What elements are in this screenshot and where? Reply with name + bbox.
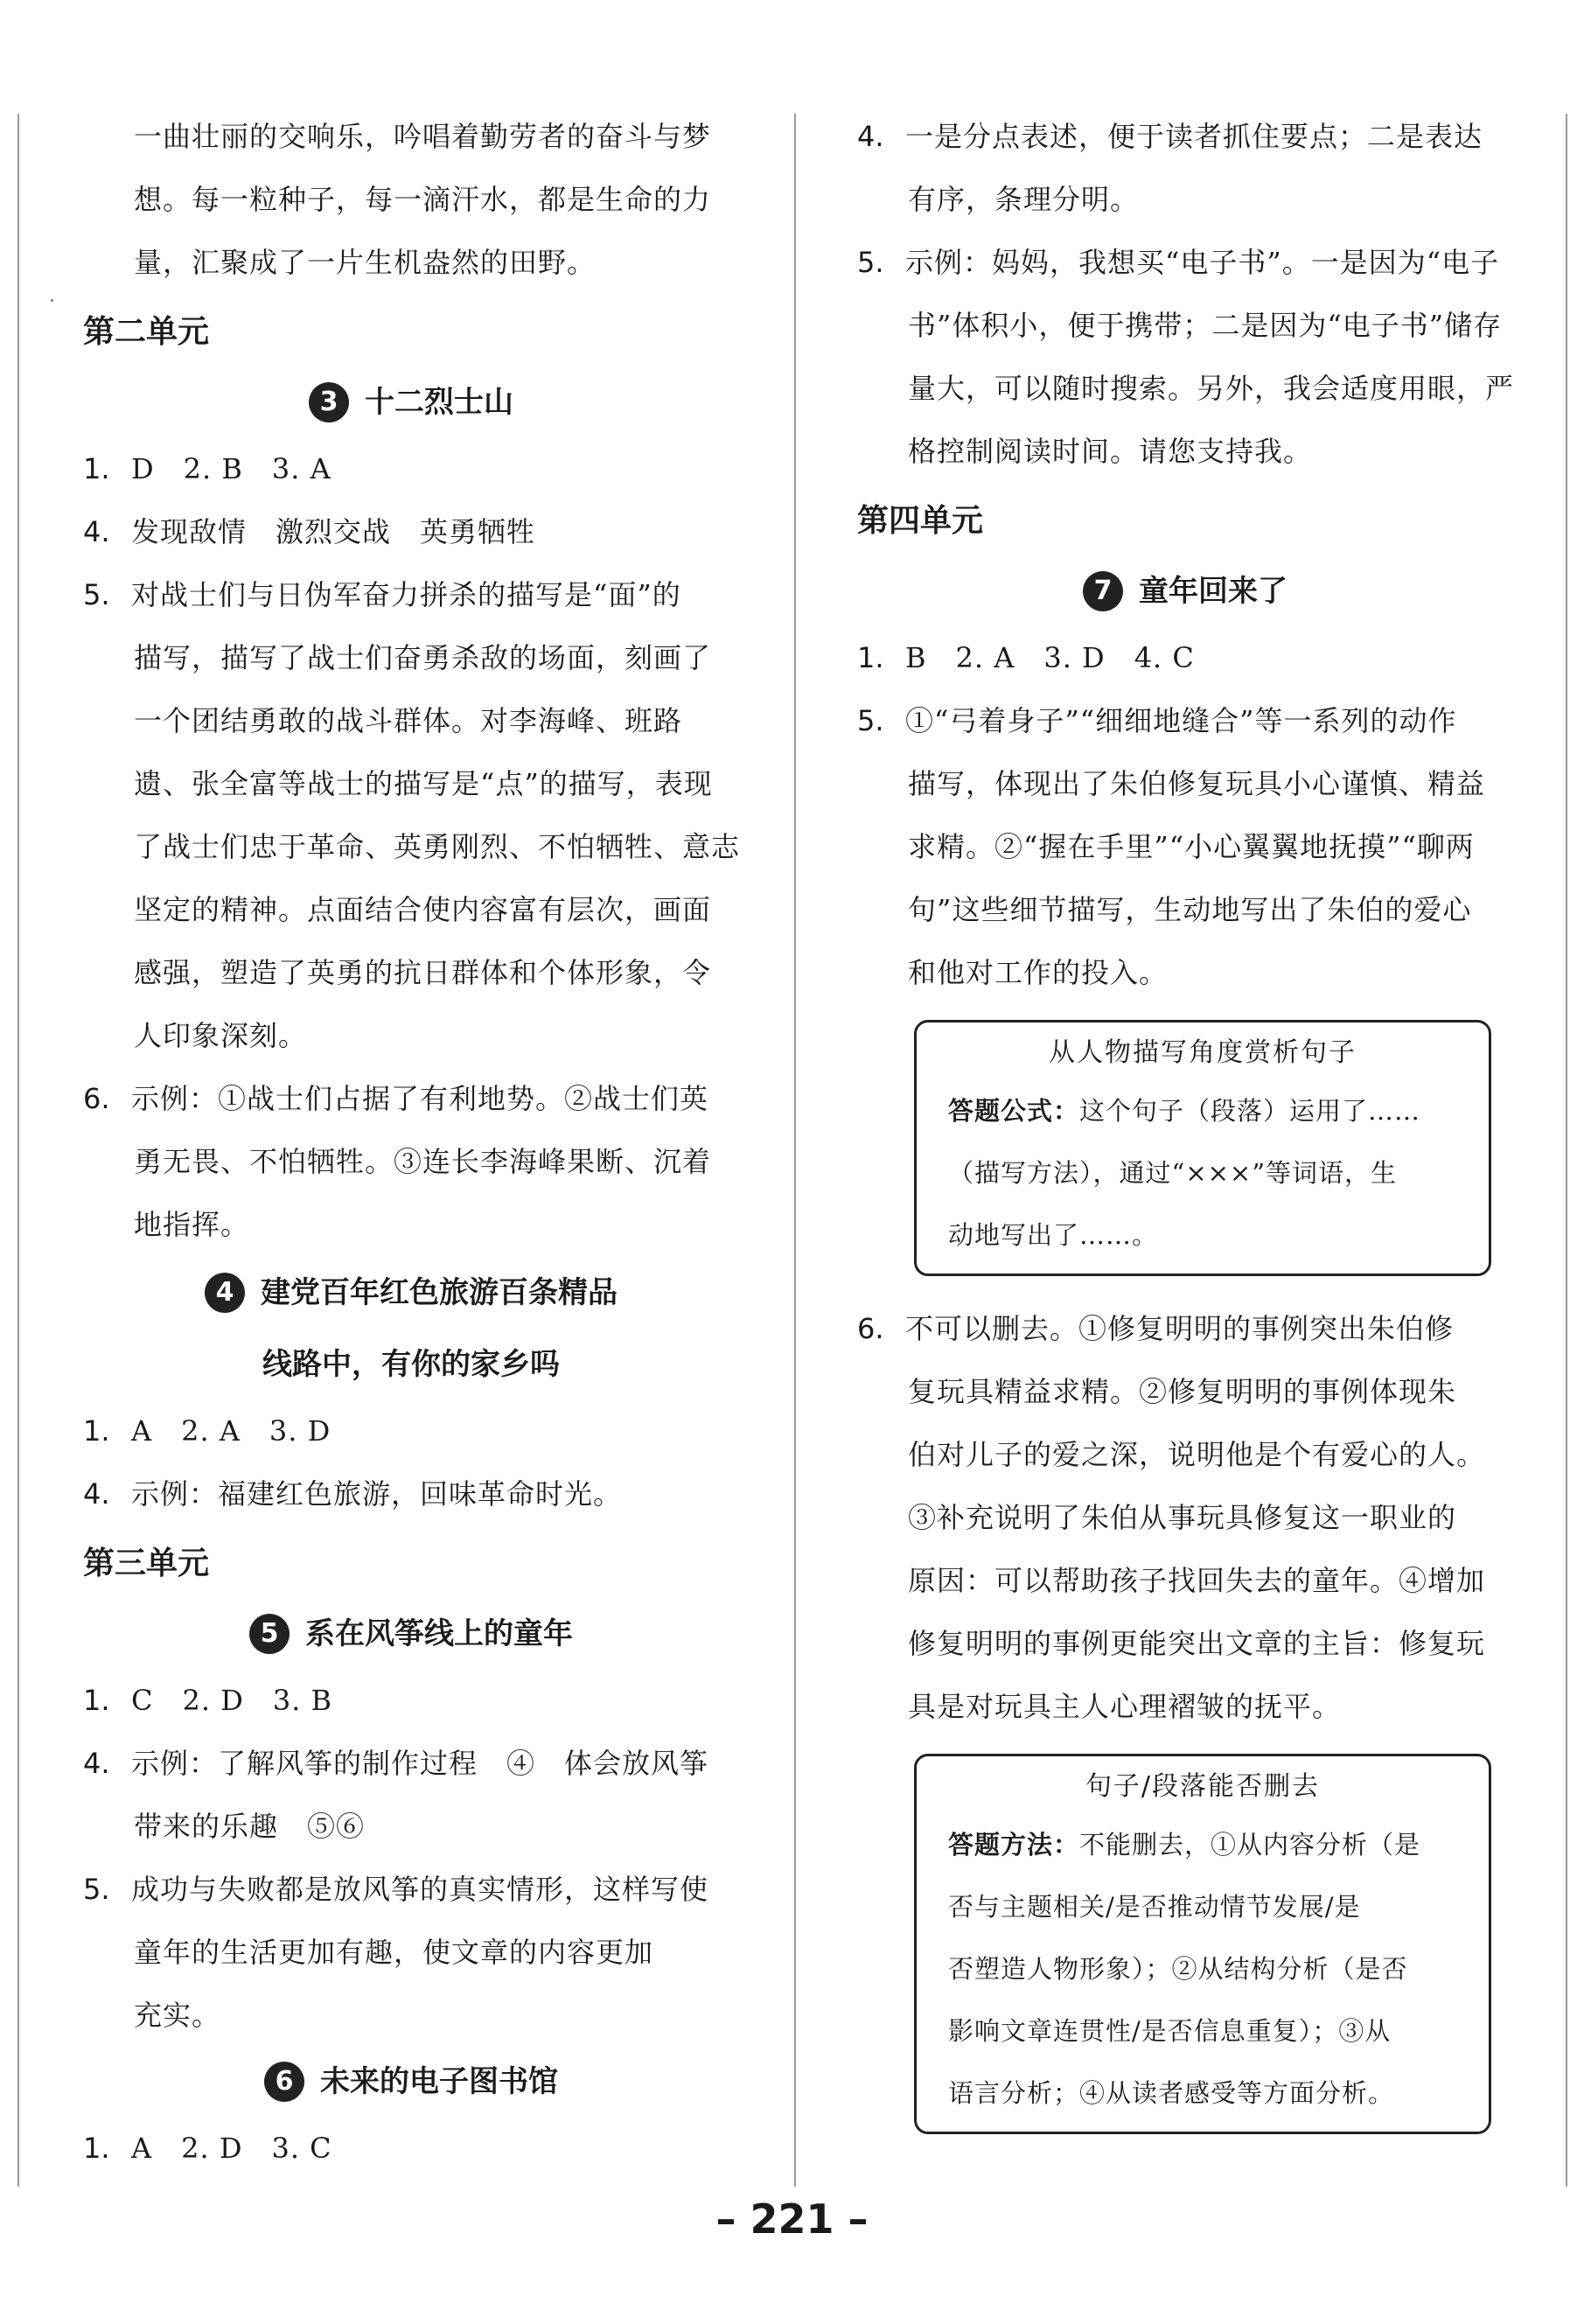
lesson-number-badge: 7 (1083, 571, 1123, 611)
tip-box-character-description: 从人物描写角度赏析句子 答题公式：这个句子（段落）运用了…… （描写方法），通过“×××”等词语，生 动地写出了……。 (914, 1020, 1491, 1276)
answer-l3-q5: 5. 对战士们与日伪军奋力拼杀的描写是“面”的 描写，描写了战士们奋勇杀敌的场面，刻画了 一个团结勇敢的战斗群体。对李海峰、班路 遗、张全富等战士的描写是“点”的描写，表现 了战士们忠于革命、英勇刚烈、不怕牺牲、意志 坚定的精神。点面结合使内容富有层次，画面 感强，塑造了英勇的抗日群体和个体形象，令 人印象深刻。 (83, 578, 741, 1052)
answer-l5-q1: 1. C 2. D 3. B (83, 1684, 333, 1717)
unit-3-heading: 第三单元 (83, 1546, 210, 1581)
lesson-number-badge: 3 (309, 382, 349, 422)
unit-2-heading: 第二单元 (83, 314, 210, 350)
tip-label: 答题公式： (948, 1096, 1080, 1126)
answer-l3-q4: 4. 发现敌情 激烈交战 英勇牺牲 (83, 515, 536, 548)
answer-l6-q1: 1. A 2. D 3. C (83, 2132, 332, 2165)
answer-l3-q6: 6. 示例：①战士们占据了有利地势。②战士们英 勇无畏、不怕牺牲。③连长李海峰果断、沉着 地指挥。 (83, 1082, 712, 1241)
lesson-5-title: 5 系在风筝线上的童年 (83, 1599, 739, 1669)
unit-4-heading: 第四单元 (857, 503, 984, 539)
tip-label: 答题方法： (948, 1830, 1080, 1860)
column-divider-right (1566, 114, 1567, 2187)
lesson-number-badge: 6 (264, 2062, 304, 2102)
column-divider-center (794, 114, 796, 2187)
column-divider-left (17, 114, 19, 2187)
lesson-number-badge: 5 (249, 1614, 290, 1654)
right-column (857, 105, 1513, 2155)
answer-l7-q5: 5. ①“弓着身子”“细细地缝合”等一系列的动作 描写，体现出了朱伯修复玩具小心谨慎、精益 求精。②“握在手里”“小心翼翼地抚摸”“聊两 句”这些细节描写，生动地写出了朱伯的爱心 和他对工作的投入。 (857, 704, 1486, 989)
left-column (83, 105, 739, 2180)
answer-l3-q1: 1. D 2. B 3. A (83, 452, 331, 485)
intro-paragraph: 一曲壮丽的交响乐，吟唱着勤劳者的奋斗与梦 想。每一粒种子，每一滴汗水，都是生命的力 量，汇聚成了一片生机盎然的田野。 (134, 120, 712, 279)
answer-l7-q1: 1. B 2. A 3. D 4. C (857, 641, 1195, 674)
lesson-4-title-line2: 线路中，有你的家乡吗 (262, 1347, 560, 1382)
answer-l7-q6: 6. 不可以删去。①修复明明的事例突出朱伯修 复玩具精益求精。②修复明明的事例体现朱 伯对儿子的爱之深，说明他是个有爱心的人。 ③补充说明了朱伯从事玩具修复这一职业的 原因：可以帮助孩子找回失去的童年。④增加 修复明明的事例更能突出文章的主旨：修复玩 具是对玩具主人心理褶皱的抚平。 (857, 1312, 1486, 1723)
lesson-4-title: 4 建党百年红色旅游百条精品 (83, 1256, 739, 1329)
answer-l4-q4: 4. 示例：福建红色旅游，回味革命时光。 (83, 1477, 623, 1511)
answer-l6-q5: 5. 示例：妈妈，我想买“电子书”。一是因为“电子 书”体积小，便于携带；二是因为“电子书”储存 量大，可以随时搜索。另外，我会适度用眼，严 格控制阅读时间。请您支持我。 (857, 246, 1515, 468)
lesson-3-title: 3 十二烈士山 (83, 367, 739, 437)
answer-l5-q5: 5. 成功与失败都是放风筝的真实情形，这样写使 童年的生活更加有趣，使文章的内容更加 充实。 (83, 1873, 709, 2032)
lesson-7-title: 7 童年回来了 (857, 556, 1513, 626)
tip-box-title: 句子/段落能否删去 (1085, 1771, 1321, 1802)
answer-l6-q4: 4. 一是分点表述，便于读者抓住要点；二是表达 有序，条理分明。 (857, 120, 1483, 216)
tip-box-sentence-deletion: 句子/段落能否删去 答题方法：不能删去，①从内容分析（是 否与主题相关/是否推动情节发展/是 否塑造人物形象）；②从结构分析（是否 影响文章连贯性/是否信息重复）；③从 语言分析；④从读者感受等方面分析。 (914, 1754, 1491, 2134)
lesson-number-badge: 4 (205, 1273, 245, 1313)
lesson-6-title: 6 未来的电子图书馆 (83, 2047, 739, 2117)
tip-box-title: 从人物描写角度赏析句子 (1049, 1037, 1357, 1068)
page-number: – 221 – (715, 2195, 869, 2243)
answer-l4-q1: 1. A 2. A 3. D (83, 1414, 331, 1448)
answer-l5-q4: 4. 示例：了解风筝的制作过程 ④ 体会放风筝 带来的乐趣 ⑤⑥ (83, 1747, 709, 1843)
scan-dot (51, 299, 53, 302)
